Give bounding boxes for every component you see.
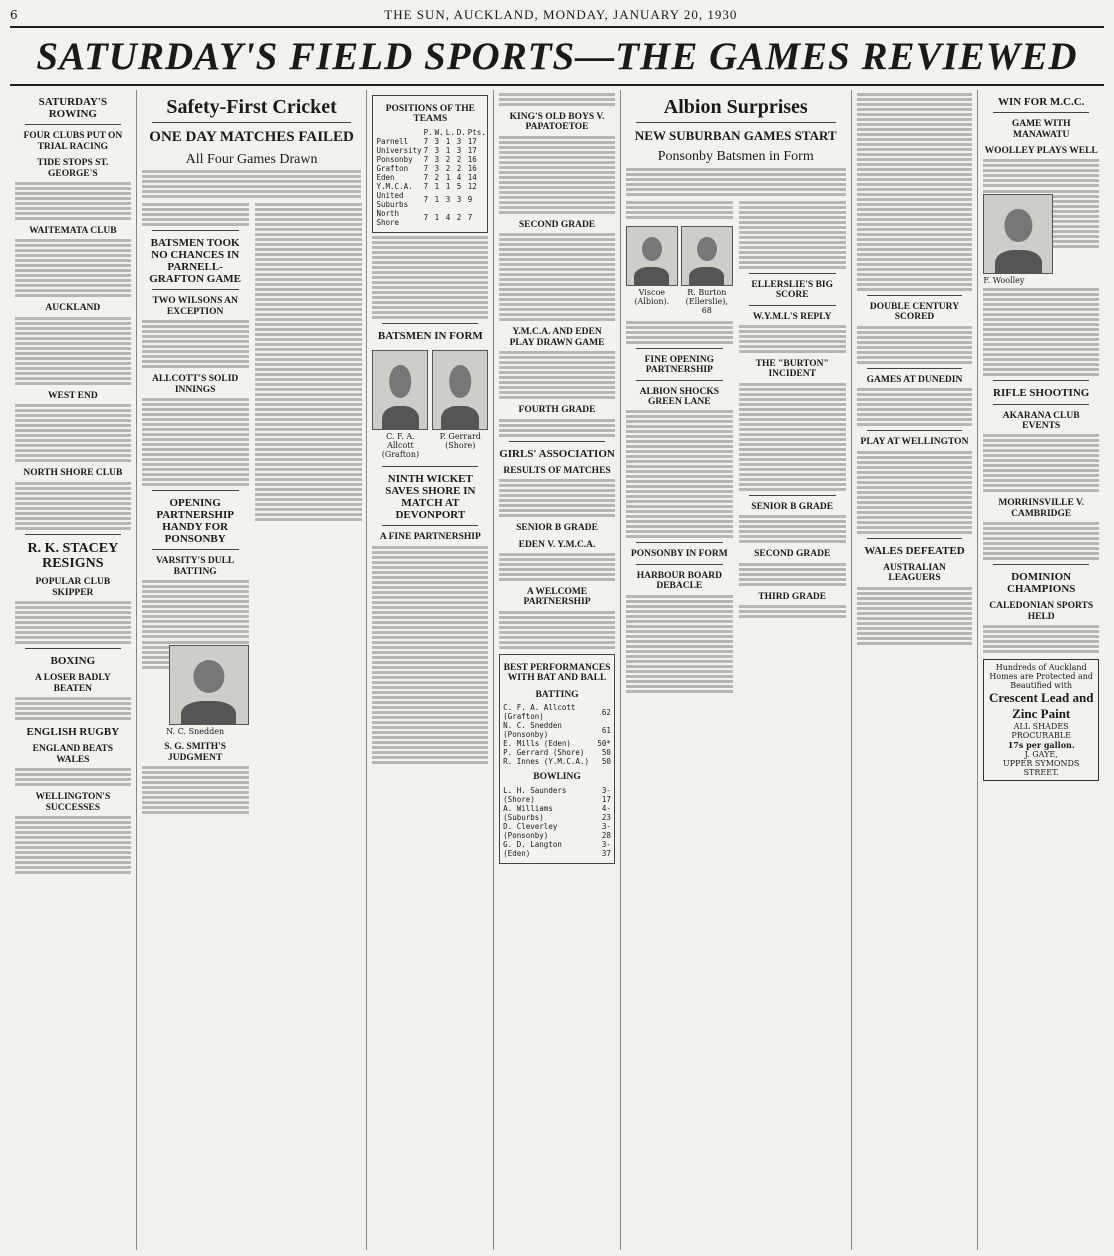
table-cell: 17	[467, 145, 477, 155]
table-cell: 3-17	[601, 785, 611, 804]
table-row	[502, 739, 612, 748]
headline: W.Y.M.L'S REPLY	[752, 311, 832, 322]
table-cell: 16	[467, 163, 477, 173]
columns	[10, 90, 1104, 1250]
headline: AUCKLAND	[45, 303, 101, 314]
headline: PONSONBY IN FORM	[630, 549, 728, 560]
table-cell: N. C. Snedden (Ponsonby)	[503, 721, 562, 740]
column-albion	[621, 90, 852, 1250]
headline: BATSMEN IN FORM	[377, 329, 483, 342]
table-header	[375, 128, 422, 137]
ad-price: 17s per gallon.	[1007, 740, 1075, 751]
table-row	[502, 786, 612, 804]
headline: OPENING PARTNERSHIP HANDY FOR PONSONBY	[156, 497, 234, 546]
headline: A FINE PARTNERSHIP	[379, 532, 481, 543]
table-row	[502, 757, 612, 766]
table-cell: 1	[434, 181, 440, 191]
table-cell: 1	[445, 145, 451, 155]
headline: AKARANA CLUB EVENTS	[1002, 410, 1080, 431]
table-cell: University	[376, 145, 422, 155]
table-header: P.	[423, 127, 433, 137]
headline: A WELCOME PARTNERSHIP	[523, 587, 591, 608]
headline: NINTH WICKET SAVES SHORE IN MATCH AT DEVONPORT	[385, 472, 476, 522]
article-text	[15, 239, 131, 297]
table-cell: 3	[434, 154, 440, 164]
headline: AUSTRALIAN LEAGUERS	[883, 562, 946, 584]
headline: EDEN V. Y.M.C.A.	[518, 539, 596, 550]
headline: DOUBLE CENTURY SCORED	[869, 302, 960, 323]
article-text	[15, 601, 131, 644]
table-header: D.	[456, 127, 466, 137]
article-subtitle: NEW SUBURBAN GAMES START	[634, 128, 837, 143]
batting-table	[502, 703, 612, 766]
headline: WELLINGTON'S SUCCESSES	[35, 792, 111, 813]
table-cell: Eden	[376, 172, 395, 182]
table-cell: 1	[445, 181, 451, 191]
table-cell: United Suburbs	[376, 190, 409, 209]
table-cell: 7	[423, 145, 429, 155]
table-cell: R. Innes (Y.M.C.A.)	[503, 757, 589, 767]
table-row	[502, 804, 612, 822]
column-mcc	[978, 90, 1104, 1250]
headline: TIDE STOPS ST. GEORGE'S	[37, 158, 109, 179]
headline: FINE OPENING PARTNERSHIP	[644, 354, 715, 376]
headline: BATTING	[535, 689, 579, 700]
headline: KING'S OLD BOYS V. PAPATOETOE	[509, 112, 605, 133]
table-cell: 2	[456, 163, 462, 173]
table-cell: 3-37	[601, 839, 611, 858]
table-cell: 1	[445, 136, 451, 146]
headline: GAME WITH MANAWATU	[1011, 119, 1071, 140]
page-banner	[10, 26, 1104, 86]
photo-caption: C. F. A. Allcott (Grafton)	[381, 431, 420, 459]
table-cell: 7	[423, 195, 429, 205]
photo-caption: N. C. Snedden	[166, 727, 225, 737]
headline: POSITIONS OF THE TEAMS	[385, 104, 475, 125]
table-cell: 2	[456, 213, 462, 223]
table-header: W.	[434, 127, 444, 137]
table-row	[502, 840, 612, 858]
table-cell: 12	[467, 181, 477, 191]
burton-photo	[681, 226, 733, 286]
headline: GIRLS' ASSOCIATION	[499, 447, 615, 460]
table-cell: 2	[445, 163, 451, 173]
article-title: Safety-First Cricket	[166, 96, 337, 118]
masthead	[10, 4, 1104, 26]
table-cell: 50*	[597, 739, 611, 749]
article-text	[15, 404, 131, 462]
table-cell: 62	[601, 707, 611, 717]
headline: TWO WILSONS AN EXCEPTION	[152, 296, 238, 317]
article-text	[15, 816, 131, 874]
table-row	[375, 209, 486, 227]
woolley-photo	[983, 194, 1053, 274]
headline: HARBOUR BOARD DEBACLE	[636, 570, 722, 592]
headline: SENIOR B GRADE	[751, 501, 834, 512]
headline: BEST PERFORMANCES WITH BAT AND BALL	[503, 662, 611, 684]
headline: BOWLING	[533, 772, 581, 783]
headline: ENGLISH RUGBY	[26, 726, 120, 739]
table-cell: 7	[423, 181, 429, 191]
headline: WOOLLEY PLAYS WELL	[984, 145, 1098, 156]
table-cell: 4-23	[601, 803, 611, 822]
table-cell: 2	[456, 154, 462, 164]
table-row	[375, 146, 486, 155]
headline: FOUR CLUBS PUT ON TRIAL RACING	[23, 131, 123, 152]
allcott-photo	[372, 350, 428, 430]
table-cell: Grafton	[376, 163, 409, 173]
table-cell: 1	[434, 195, 440, 205]
table-cell: 1	[434, 213, 440, 223]
photo-caption: F. Woolley	[983, 276, 1025, 286]
article-title: Albion Surprises	[663, 96, 808, 118]
table-cell: E. Mills (Eden)	[503, 739, 571, 749]
headline: ALBION SHOCKS GREEN LANE	[639, 386, 720, 407]
table-cell: 3	[445, 195, 451, 205]
masthead-title: THE SUN, AUCKLAND, MONDAY, JANUARY 20, 1930	[384, 7, 738, 22]
article-text	[15, 482, 131, 530]
headline: CALEDONIAN SPORTS HELD	[989, 601, 1094, 622]
table-cell: 5	[456, 181, 462, 191]
column-other-cricket	[852, 90, 979, 1250]
headline: ELLERSLIE'S BIG SCORE	[751, 279, 834, 301]
table-header: Pts.	[467, 127, 486, 137]
headline: SECOND GRADE	[754, 549, 831, 560]
article-text	[15, 768, 131, 786]
column-cricket	[137, 90, 368, 1250]
table-cell: 7	[423, 213, 429, 223]
headline: THIRD GRADE	[758, 591, 827, 602]
table-cell: P. Gerrard (Shore)	[503, 748, 585, 758]
headline: BATSMEN TOOK NO CHANCES IN PARNELL-GRAFTON GAME	[149, 236, 242, 286]
table-cell: 50	[601, 757, 611, 767]
headline: GAMES AT DUNEDIN	[866, 374, 963, 385]
paint-advertisement	[983, 659, 1099, 781]
headline: FOURTH GRADE	[518, 405, 596, 416]
ad-text: UPPER SYMONDS STREET.	[1003, 759, 1080, 778]
table-cell: A. Williams (Suburbs)	[503, 803, 553, 822]
headline: MORRINSVILLE V. CAMBRIDGE	[998, 498, 1085, 519]
table-cell: 7	[423, 136, 429, 146]
table-cell: 3	[456, 136, 462, 146]
banner-headline: SATURDAY'S FIELD SPORTS—THE GAMES REVIEWED	[36, 34, 1078, 78]
table-cell: Ponsonby	[376, 154, 413, 164]
table-cell: 7	[423, 172, 429, 182]
ad-text: ALL SHADES PROCURABLE	[1011, 722, 1072, 741]
headline: R. K. STACEY RESIGNS	[27, 540, 119, 572]
headline: RESULTS OF MATCHES	[503, 465, 611, 476]
table-cell: D. Cleverley (Ponsonby)	[503, 821, 558, 840]
headline: PLAY AT WELLINGTON	[860, 437, 969, 448]
table-cell: 17	[467, 136, 477, 146]
article-subtitle: Ponsonby Batsmen in Form	[657, 149, 814, 165]
table-cell: North Shore	[376, 208, 400, 227]
table-row	[375, 182, 486, 191]
table-cell: 7	[423, 154, 429, 164]
headline: DOMINION CHAMPIONS	[1006, 571, 1076, 596]
headline: S. G. SMITH'S JUDGMENT	[164, 742, 227, 763]
table-cell: L. H. Saunders (Shore)	[503, 785, 567, 804]
table-cell: 3	[434, 136, 440, 146]
table-row	[375, 137, 486, 146]
article-text	[15, 697, 131, 720]
headline: SATURDAY'S ROWING	[38, 96, 108, 121]
table-cell: C. F. A. Allcott (Grafton)	[503, 703, 576, 722]
table-cell: 9	[467, 195, 473, 205]
headline: A LOSER BADLY BEATEN	[35, 673, 111, 694]
headline: ALLCOTT'S SOLID INNINGS	[151, 374, 239, 395]
page-number: 6	[10, 8, 18, 22]
headline: ENGLAND BEATS WALES	[32, 744, 113, 765]
headline: Y.M.C.A. AND EDEN PLAY DRAWN GAME	[509, 327, 605, 348]
headline: BOXING	[50, 655, 96, 668]
article-text	[15, 182, 131, 220]
table-cell: 1	[445, 172, 451, 182]
headline: WALES DEFEATED	[864, 544, 965, 557]
headline: POPULAR CLUB SKIPPER	[35, 577, 111, 598]
photo-caption: P. Gerrard (Shore)	[439, 431, 481, 450]
table-row	[502, 721, 612, 739]
table-row	[502, 822, 612, 840]
table-row	[375, 155, 486, 164]
table-row	[375, 164, 486, 173]
table-cell: 7	[423, 163, 429, 173]
table-cell: 3	[434, 145, 440, 155]
positions-table	[375, 128, 486, 227]
viscoe-photo	[626, 226, 678, 286]
column-grades	[494, 90, 621, 1250]
table-cell: 50	[601, 748, 611, 758]
column-positions	[367, 90, 494, 1250]
table-cell: 14	[467, 172, 477, 182]
ad-headline: Crescent Lead and Zinc Paint	[988, 690, 1094, 722]
table-cell: 61	[601, 725, 611, 735]
table-cell: 16	[467, 154, 477, 164]
table-cell: 7	[467, 213, 473, 223]
table-row	[375, 173, 486, 182]
ad-text: J. GAYE,	[1024, 750, 1058, 760]
table-cell: 3-28	[601, 821, 611, 840]
article-text	[142, 170, 362, 198]
table-cell: Y.M.C.A.	[376, 181, 413, 191]
table-row	[375, 191, 486, 209]
headline: VARSITY'S DULL BATTING	[156, 556, 235, 577]
table-cell: 4	[445, 213, 451, 223]
headline: SENIOR B GRADE	[516, 523, 598, 534]
headline: NORTH SHORE CLUB	[23, 468, 123, 479]
table-row	[502, 748, 612, 757]
headline: WEST END	[47, 390, 98, 401]
table-cell: G. D. Langton (Eden)	[503, 839, 562, 858]
table-row	[502, 703, 612, 721]
column-rowing	[10, 90, 137, 1250]
snedden-photo	[169, 645, 249, 725]
article-subtitle: All Four Games Drawn	[185, 151, 318, 167]
table-cell: 2	[434, 172, 440, 182]
table-cell: Parnell	[376, 136, 409, 146]
headline: SECOND GRADE	[518, 219, 596, 230]
gerrard-photo	[432, 350, 488, 430]
headline: THE "BURTON" INCIDENT	[755, 359, 829, 380]
table-cell: 3	[456, 195, 462, 205]
table-cell: 3	[456, 145, 462, 155]
photo-caption: R. Burton (Ellerslie), 68	[685, 287, 728, 315]
table-cell: 3	[434, 163, 440, 173]
headline: WIN FOR M.C.C.	[997, 96, 1085, 108]
photo-caption: Viscoe (Albion).	[634, 287, 670, 306]
article-text	[15, 317, 131, 385]
headline: WAITEMATA CLUB	[29, 225, 117, 236]
positions-box	[372, 95, 488, 233]
best-performances-box	[499, 654, 615, 864]
table-cell: 2	[445, 154, 451, 164]
table-header: L.	[445, 127, 455, 137]
article-subtitle: ONE DAY MATCHES FAILED	[149, 129, 354, 145]
bowling-table	[502, 786, 612, 858]
headline: RIFLE SHOOTING	[993, 387, 1090, 400]
ad-text: Hundreds of Auckland Homes are Protected and Beautified with	[989, 663, 1094, 691]
table-cell: 4	[456, 172, 462, 182]
